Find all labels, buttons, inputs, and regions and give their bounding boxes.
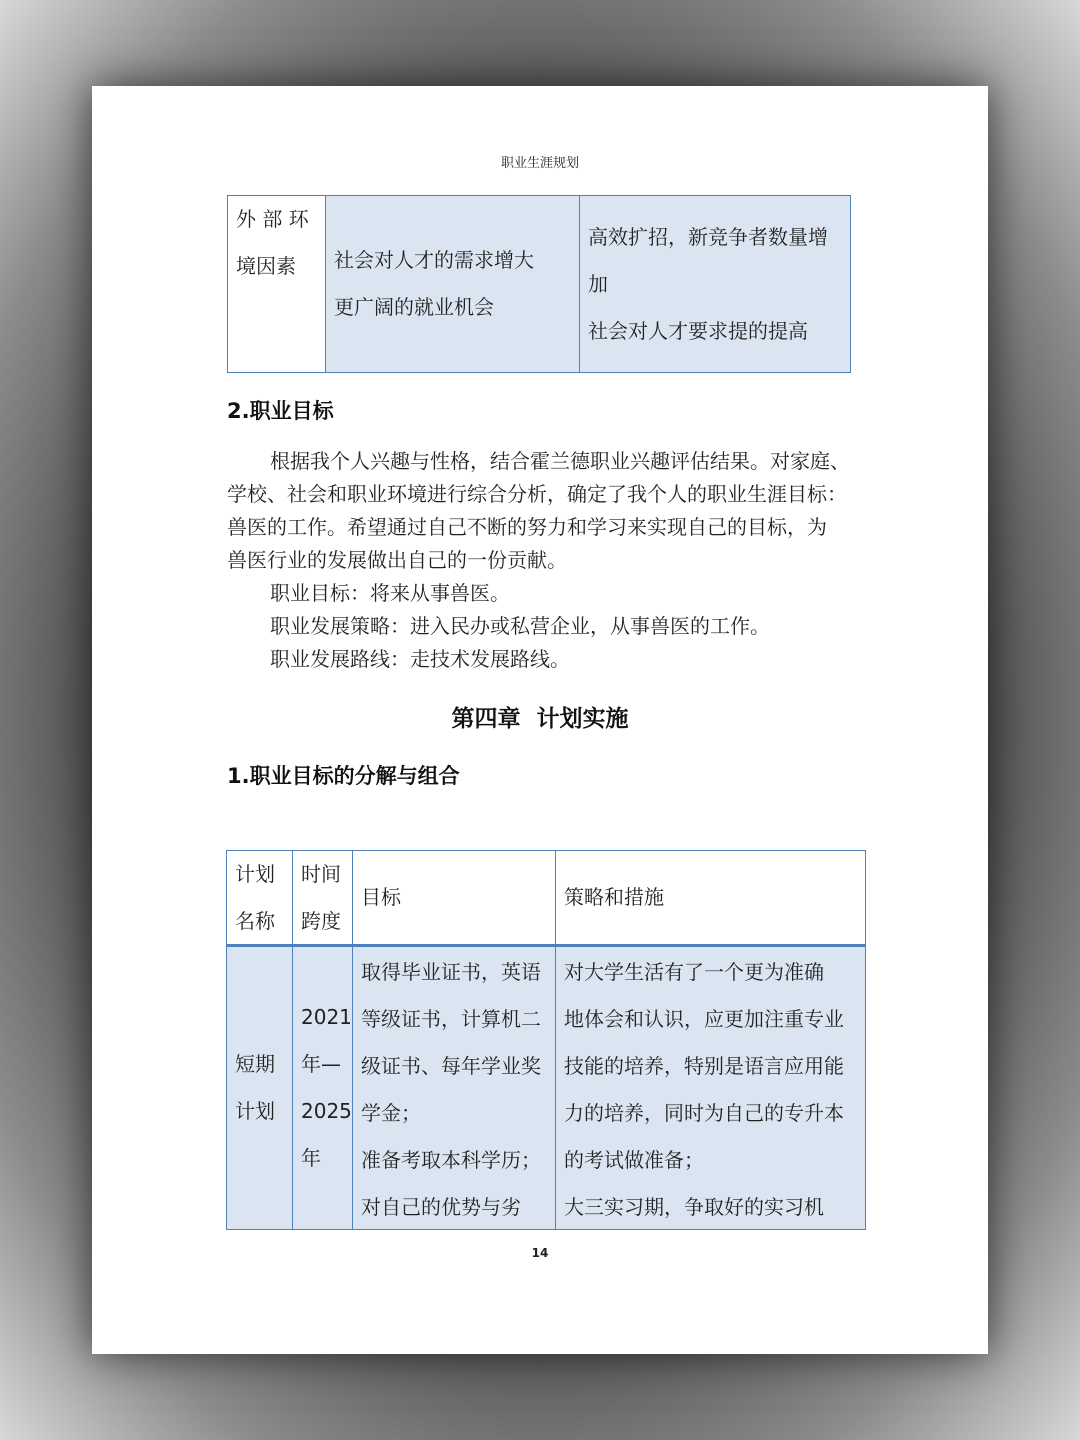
plan-row-goal [352, 946, 556, 1230]
plan-header-goal [352, 850, 556, 947]
env-label-line: 外 部 环 [236, 207, 309, 231]
section-heading-goal-decomposition: 1.职业目标的分解与组合 [227, 764, 460, 788]
row-name-line: 计划 [235, 1099, 275, 1123]
row-strategy-line: 力的培养，同时为自己的专升本 [564, 1101, 844, 1125]
document-page [92, 86, 988, 1354]
paragraph-line: 兽医的工作。希望通过自己不断的努力和学习来实现自己的目标，为 [227, 515, 827, 539]
row-span-line: 2025 [301, 1099, 352, 1123]
row-goal-line: 对自己的优势与劣 [361, 1195, 521, 1219]
env-right-line: 社会对人才要求提的提高 [588, 318, 808, 343]
goal-item: 职业目标：将来从事兽医。 [270, 581, 510, 605]
row-strategy-line: 大三实习期，争取好的实习机 [564, 1195, 824, 1219]
paragraph-line: 学校、社会和职业环境进行综合分析，确定了我个人的职业生涯目标： [227, 482, 847, 506]
plan-row-name [226, 946, 293, 1230]
plan-header-strategy [555, 850, 866, 947]
header-line: 计划 [235, 861, 275, 886]
row-goal-line: 准备考取本科学历； [361, 1148, 541, 1172]
env-middle-cell [325, 195, 580, 373]
career-goal-paragraph [227, 445, 867, 676]
header-line: 跨度 [301, 908, 341, 933]
row-strategy-line: 的考试做准备； [564, 1148, 704, 1172]
header-line: 策略和措施 [564, 885, 664, 909]
paragraph-line: 根据我个人兴趣与性格，结合霍兰德职业兴趣评估结果。对家庭、 [270, 449, 850, 473]
chapter-title: 第四章 计划实施 [451, 706, 629, 732]
env-right-cell [579, 195, 851, 373]
paragraph-line: 兽医行业的发展做出自己的一份贡献。 [227, 548, 567, 572]
goal-item: 职业发展策略：进入民办或私营企业，从事兽医的工作。 [270, 614, 770, 638]
env-middle-line: 社会对人才的需求增大 [334, 248, 534, 272]
plan-header-name [226, 850, 293, 947]
running-header: 职业生涯规划 [500, 156, 579, 171]
row-span-line: 年— [301, 1052, 341, 1076]
row-goal-line: 等级证书，计算机二 [361, 1007, 541, 1031]
header-line: 目标 [361, 885, 401, 909]
row-goal-line: 学金； [361, 1101, 421, 1125]
plan-row-strategy [555, 946, 866, 1230]
env-right-line: 高效扩招，新竞争者数量增 [588, 224, 828, 249]
env-right-line: 加 [588, 271, 608, 296]
env-label-cell [227, 195, 326, 373]
row-name-line: 短期 [235, 1052, 275, 1076]
row-span-line: 2021 [301, 1005, 352, 1029]
row-span-line: 年 [301, 1146, 321, 1170]
section-heading-career-goal: 2.职业目标 [227, 399, 334, 423]
plan-row-span [292, 946, 353, 1230]
goal-item: 职业发展路线：走技术发展路线。 [270, 647, 570, 671]
env-middle-line: 更广阔的就业机会 [334, 295, 494, 319]
row-strategy-line: 技能的培养，特别是语言应用能 [564, 1054, 844, 1078]
env-label-line: 境因素 [236, 254, 296, 278]
row-goal-line: 取得毕业证书，英语 [361, 960, 541, 984]
header-line: 时间 [301, 861, 341, 886]
page-number: 14 [531, 1246, 549, 1260]
row-strategy-line: 地体会和认识，应更加注重专业 [564, 1007, 844, 1031]
plan-header-span [292, 850, 353, 947]
row-strategy-line: 对大学生活有了一个更为准确 [564, 960, 824, 984]
header-line: 名称 [235, 908, 275, 933]
row-goal-line: 级证书、每年学业奖 [361, 1054, 541, 1078]
